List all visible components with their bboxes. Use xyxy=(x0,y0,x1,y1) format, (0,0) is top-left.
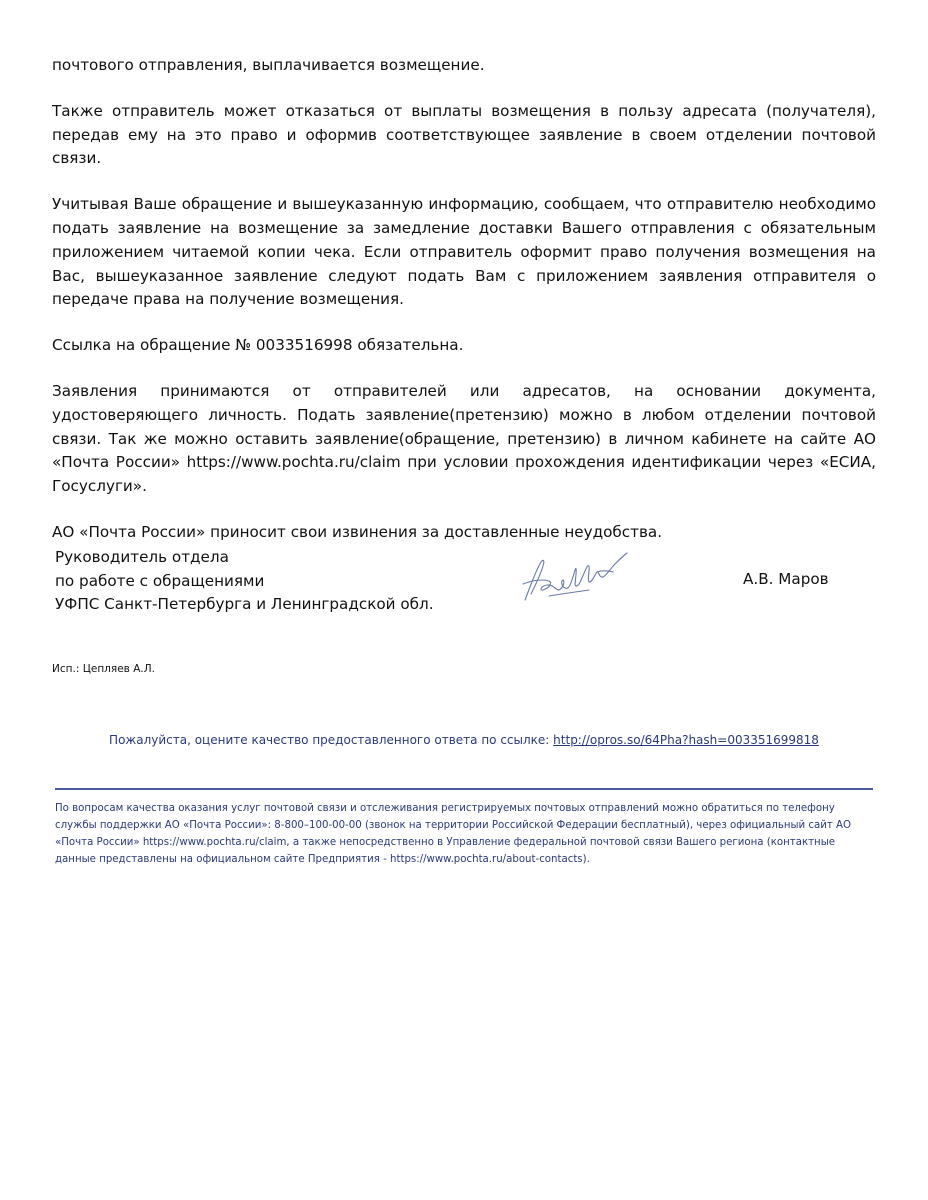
executor-note: Исп.: Цепляев А.Л. xyxy=(52,663,155,675)
paragraph-2: Также отправитель может отказаться от выплаты возмещения в пользу адресата (получателя), передав ему на это право и оформив соответствующее заявление в своем отделении почтовой связи. xyxy=(52,101,876,168)
paragraph-4: Ссылка на обращение № 0033516998 обязательна. xyxy=(52,336,464,355)
footer-divider xyxy=(55,788,873,790)
footer-text: По вопросам качества оказания услуг почтовой связи и отслеживания регистрируемых почтовых отправлений можно обратиться по телефону службы поддержки АО «Почта России»: 8-800–100-00-00 (звонок на территории Российской Федерации бесплатный), через официальный сайт АО «Почта России» https://www.pochta.ru/claim, а также непосредственно в Управление федеральной почтовой связи Вашего региона (контактные данные представлены на официальном сайте Предприятия - https://www.pochta.ru/about-contacts). xyxy=(55,803,852,865)
survey-line xyxy=(0,733,928,747)
paragraph-5: Заявления принимаются от отправителей или адресатов, на основании документа, удостоверяющего личность. Подать заявление(претензию) можно в любом отделении почтовой связи. Так же можно оставить заявление(обращение, претензию) в личном кабинете на сайте АО «Почта России» https://www.pochta.ru/claim при условии прохождения идентификации через «ЕСИА, Госуслуги». xyxy=(52,381,876,496)
paragraph-1: почтового отправления, выплачивается возмещение. xyxy=(52,56,485,74)
letter-body xyxy=(52,54,876,545)
survey-text: Пожалуйста, оцените качество предоставленного ответа по ссылке: xyxy=(109,733,550,747)
handwritten-signature-icon xyxy=(519,550,629,604)
survey-link[interactable]: http://opros.so/64Pha?hash=003351699818 xyxy=(553,733,819,747)
signature-block xyxy=(55,546,855,626)
paragraph-3: Учитывая Ваше обращение и вышеуказанную информацию, сообщаем, что отправителю необходимо подать заявление на возмещение за замедление доставки Вашего отправления с обязательным приложением читаемой копии чека. Если отправитель оформит право получения возмещения на Вас, вышеуказанное заявление следуют подать Вам с приложением заявления отправителя о передаче права на получение возмещения. xyxy=(52,195,876,309)
signer-name: А.В. Маров xyxy=(743,570,829,588)
paragraph-6: АО «Почта России» приносит свои извинения за доставленные неудобства. xyxy=(52,522,663,541)
position-line: по работе с обращениями xyxy=(55,571,265,590)
position-line: УФПС Санкт-Петербурга и Ленинградской обл. xyxy=(55,595,434,613)
signer-position xyxy=(55,546,434,617)
position-line: Руководитель отдела xyxy=(55,548,229,566)
